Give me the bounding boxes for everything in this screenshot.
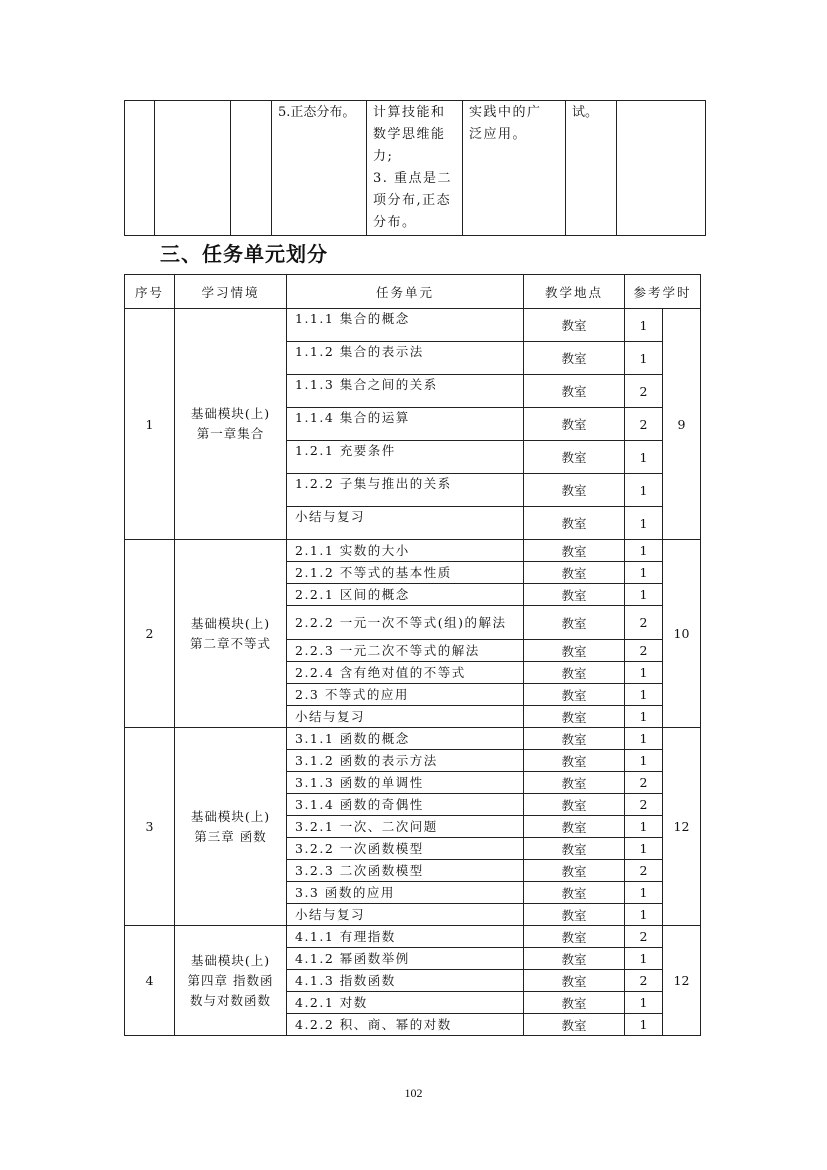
page-number: 102: [404, 1086, 423, 1100]
row-number: 1: [125, 309, 175, 540]
table-row: [125, 728, 701, 750]
learning-context: [175, 540, 287, 728]
unit-hours: 2: [625, 794, 663, 816]
teaching-place: 教室: [524, 926, 625, 948]
teaching-place: 教室: [524, 860, 625, 882]
teaching-place: 教室: [524, 1014, 625, 1036]
text-line: 数学思维能: [373, 127, 446, 142]
context-line: 基础模块(上): [190, 952, 271, 968]
task-unit: 4.1.2 幂函数举例: [287, 948, 524, 970]
teaching-place: 教室: [524, 816, 625, 838]
unit-hours: 1: [625, 728, 663, 750]
context-line: 基础模块(上): [190, 615, 271, 631]
task-unit: 1.2.1 充要条件: [287, 441, 524, 474]
task-unit: 3.1.1 函数的概念: [287, 728, 524, 750]
continued-table: [124, 100, 706, 236]
content-text: [272, 101, 366, 125]
task-unit: 小结与复习: [287, 706, 524, 728]
teaching-place: 教室: [524, 794, 625, 816]
unit-hours: 2: [625, 375, 663, 408]
task-unit: 2.1.2 不等式的基本性质: [287, 562, 524, 584]
unit-hours: 2: [625, 970, 663, 992]
teaching-place: 教室: [524, 342, 625, 375]
task-unit: 2.1.1 实数的大小: [287, 540, 524, 562]
row-number: 4: [125, 926, 175, 1036]
unit-hours: 1: [625, 816, 663, 838]
task-unit: 4.2.1 对数: [287, 992, 524, 1014]
task-unit: 1.2.2 子集与推出的关系: [287, 474, 524, 507]
task-unit: 4.2.2 积、商、幂的对数: [287, 1014, 524, 1036]
unit-hours: 1: [625, 882, 663, 904]
teaching-place: 教室: [524, 992, 625, 1014]
objective-text: [367, 101, 462, 235]
empty-cell: [617, 101, 706, 236]
task-unit: 2.2.4 含有绝对值的不等式: [287, 662, 524, 684]
unit-hours: 1: [625, 441, 663, 474]
assessment-cell: [566, 101, 617, 236]
teaching-place: 教室: [524, 507, 625, 540]
teaching-place: 教室: [524, 970, 625, 992]
unit-hours: 1: [625, 562, 663, 584]
learning-context: [175, 309, 287, 540]
unit-hours: 1: [625, 474, 663, 507]
table-row: [125, 926, 701, 948]
task-unit: 4.1.3 指数函数: [287, 970, 524, 992]
text-line: 试。: [572, 105, 599, 120]
text-line: 分布。: [373, 215, 417, 230]
total-hours: 10: [663, 540, 701, 728]
unit-hours: 1: [625, 342, 663, 375]
header-context: 学习情境: [175, 275, 287, 309]
empty-cell: [155, 101, 231, 236]
assessment-text: [566, 101, 616, 125]
teaching-place: 教室: [524, 948, 625, 970]
text-line: 3. 重点是二: [373, 171, 453, 186]
unit-hours: 1: [625, 540, 663, 562]
teaching-place: 教室: [524, 562, 625, 584]
unit-hours: 1: [625, 309, 663, 342]
application-cell: [463, 101, 566, 236]
unit-hours: 1: [625, 662, 663, 684]
context-line: 第四章 指数函: [187, 972, 274, 988]
task-unit: 2.2.3 一元二次不等式的解法: [287, 640, 524, 662]
context-line: 数与对数函数: [189, 992, 271, 1008]
unit-hours: 2: [625, 772, 663, 794]
task-unit: 3.2.2 一次函数模型: [287, 838, 524, 860]
task-unit: 3.2.3 二次函数模型: [287, 860, 524, 882]
task-unit: 3.1.3 函数的单调性: [287, 772, 524, 794]
unit-hours: 1: [625, 584, 663, 606]
teaching-place: 教室: [524, 540, 625, 562]
task-unit: 1.1.2 集合的表示法: [287, 342, 524, 375]
teaching-place: 教室: [524, 606, 625, 640]
unit-hours: 2: [625, 606, 663, 640]
empty-cell: [231, 101, 272, 236]
task-unit: 小结与复习: [287, 904, 524, 926]
teaching-place: 教室: [524, 474, 625, 507]
task-unit-table: [124, 274, 701, 1036]
text-line: 泛应用。: [469, 127, 528, 142]
unit-hours: 2: [625, 640, 663, 662]
text-line: 计算技能和: [373, 105, 446, 120]
objective-cell: [367, 101, 463, 236]
unit-hours: 2: [625, 408, 663, 441]
total-hours: 12: [663, 728, 701, 926]
task-unit: 2.3 不等式的应用: [287, 684, 524, 706]
task-unit: 1.1.4 集合的运算: [287, 408, 524, 441]
text-line: 5.正态分布。: [278, 105, 356, 120]
header-hours: 参考学时: [625, 275, 701, 309]
task-unit: 3.2.1 一次、二次问题: [287, 816, 524, 838]
teaching-place: 教室: [524, 772, 625, 794]
teaching-place: 教室: [524, 706, 625, 728]
teaching-place: 教室: [524, 838, 625, 860]
text-line: 实践中的广: [469, 105, 542, 120]
context-line: 第一章集合: [196, 426, 265, 441]
teaching-place: 教室: [524, 309, 625, 342]
text-line: 力;: [373, 149, 394, 164]
unit-hours: 1: [625, 992, 663, 1014]
task-unit: 3.1.4 函数的奇偶性: [287, 794, 524, 816]
task-unit: 小结与复习: [287, 507, 524, 540]
content-cell: [272, 101, 367, 236]
context-line: 基础模块(上): [190, 808, 271, 824]
empty-cell: [125, 101, 155, 236]
unit-hours: 1: [625, 507, 663, 540]
teaching-place: 教室: [524, 662, 625, 684]
task-unit: 4.1.1 有理指数: [287, 926, 524, 948]
teaching-place: 教室: [524, 375, 625, 408]
unit-hours: 1: [625, 1014, 663, 1036]
unit-hours: 1: [625, 706, 663, 728]
application-text: [463, 101, 565, 147]
unit-hours: 1: [625, 750, 663, 772]
section-heading: 三、任务单元划分: [160, 242, 328, 266]
learning-context: [175, 728, 287, 926]
row-number: 2: [125, 540, 175, 728]
total-hours: 12: [663, 926, 701, 1036]
unit-hours: 1: [625, 838, 663, 860]
task-unit: 3.1.2 函数的表示方法: [287, 750, 524, 772]
learning-context: [175, 926, 287, 1036]
text-line: 项分布,正态: [373, 193, 452, 208]
task-unit: 2.2.1 区间的概念: [287, 584, 524, 606]
task-unit: 1.1.3 集合之间的关系: [287, 375, 524, 408]
teaching-place: 教室: [524, 408, 625, 441]
teaching-place: 教室: [524, 728, 625, 750]
unit-hours: 1: [625, 904, 663, 926]
table-row: [125, 540, 701, 562]
task-unit: 2.2.2 一元一次不等式(组)的解法: [287, 606, 524, 640]
header-unit: 任务单元: [287, 275, 524, 309]
teaching-place: 教室: [524, 584, 625, 606]
header-no: 序号: [125, 275, 175, 309]
task-unit: 1.1.1 集合的概念: [287, 309, 524, 342]
teaching-place: 教室: [524, 441, 625, 474]
context-line: 第二章不等式: [189, 635, 271, 651]
task-unit: 3.3 函数的应用: [287, 882, 524, 904]
table-row: [125, 309, 701, 342]
table-header-row: [125, 275, 701, 309]
unit-hours: 1: [625, 948, 663, 970]
table-body: [125, 309, 701, 1036]
context-line: 第三章 函数: [194, 828, 267, 844]
unit-hours: 1: [625, 684, 663, 706]
teaching-place: 教室: [524, 640, 625, 662]
unit-hours: 2: [625, 860, 663, 882]
teaching-place: 教室: [524, 882, 625, 904]
total-hours: 9: [663, 309, 701, 540]
unit-hours: 2: [625, 926, 663, 948]
context-line: 基础模块(上): [190, 406, 271, 421]
row-number: 3: [125, 728, 175, 926]
teaching-place: 教室: [524, 904, 625, 926]
continued-table-row: [125, 101, 706, 236]
teaching-place: 教室: [524, 684, 625, 706]
teaching-place: 教室: [524, 750, 625, 772]
header-place: 教学地点: [524, 275, 625, 309]
